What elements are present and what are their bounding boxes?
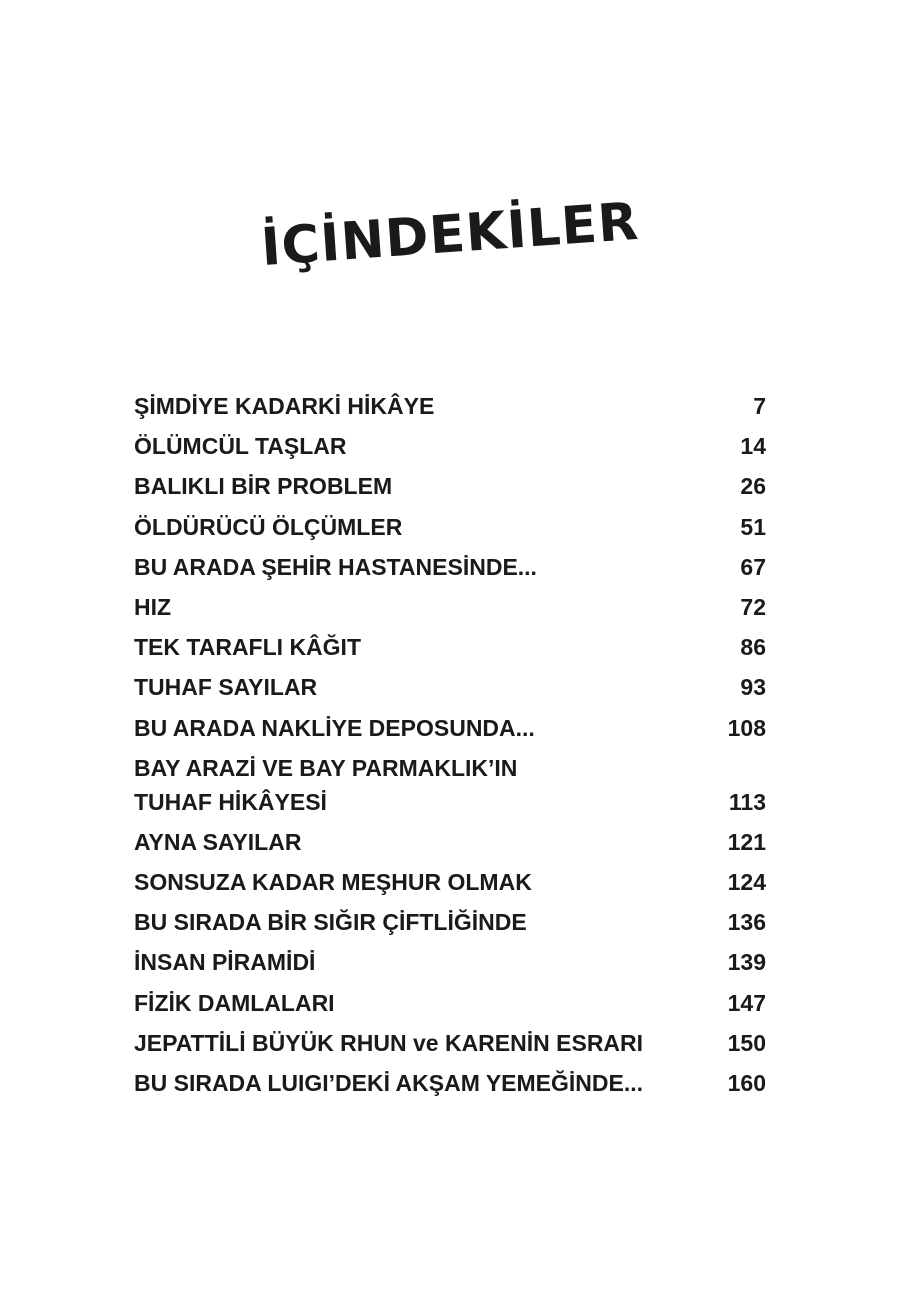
- toc-entry-page-number: 124: [727, 869, 766, 896]
- toc-entry-title: ŞİMDİYE KADARKİ HİKÂYE: [134, 393, 435, 419]
- toc-entry: [134, 825, 766, 859]
- table-of-contents: [134, 389, 766, 1106]
- toc-entry: [134, 751, 766, 819]
- toc-entry: [134, 986, 766, 1020]
- toc-entry: [134, 630, 766, 664]
- toc-entry-page-number: 113: [728, 788, 766, 815]
- toc-entry-title: BALIKLI BİR PROBLEM: [134, 473, 393, 500]
- toc-entry-title: AYNA SAYILAR: [134, 828, 302, 855]
- toc-entry-page-number: 136: [727, 909, 766, 936]
- toc-entry-page-number: 67: [740, 553, 766, 580]
- toc-entry-page-number: 72: [740, 593, 766, 620]
- toc-entry-title: BU ARADA NAKLİYE DEPOSUNDA...: [134, 714, 535, 741]
- toc-entry-page-number: 51: [740, 513, 766, 540]
- toc-entry: [134, 1066, 766, 1100]
- toc-entry-title: TEK TARAFLI KÂĞIT: [134, 634, 361, 661]
- toc-entry-page-number: 108: [727, 714, 766, 741]
- toc-entry-page-number: 7: [753, 393, 766, 419]
- toc-entry-title: SONSUZA KADAR MEŞHUR OLMAK: [134, 869, 532, 896]
- toc-entry-title: İNSAN PİRAMİDİ: [134, 949, 316, 976]
- toc-entry: [134, 510, 766, 544]
- toc-entry-page-number: 93: [740, 674, 766, 701]
- page-title: İÇİNDEKİLER: [259, 191, 641, 279]
- toc-entry: [134, 711, 766, 745]
- toc-entry: [134, 670, 766, 704]
- toc-entry-title: BAY ARAZİ VE BAY PARMAKLIK’IN TUHAF HİKÂYESİ: [134, 754, 518, 815]
- toc-entry: [134, 905, 766, 939]
- toc-entry-page-number: 160: [727, 1070, 766, 1096]
- toc-entry-page-number: 86: [740, 634, 766, 661]
- toc-entry-title: BU ARADA ŞEHİR HASTANESİNDE...: [134, 553, 537, 580]
- toc-entry-page-number: 121: [727, 828, 766, 855]
- toc-entry: [134, 429, 766, 463]
- toc-entry-title: ÖLDÜRÜCÜ ÖLÇÜMLER: [134, 513, 403, 540]
- toc-entry: [134, 550, 766, 584]
- toc-entry-page-number: 150: [727, 1029, 766, 1056]
- toc-entry-title: FİZİK DAMLALARI: [134, 989, 335, 1016]
- toc-entry: [134, 1026, 766, 1060]
- toc-entry: [134, 389, 766, 423]
- toc-entry: [134, 945, 766, 979]
- toc-entry: [134, 865, 766, 899]
- toc-entry-title: TUHAF SAYILAR: [134, 674, 318, 701]
- toc-entry: [134, 469, 766, 503]
- toc-entry: [134, 590, 766, 624]
- toc-entry-page-number: 139: [727, 949, 766, 976]
- toc-entry-title: BU SIRADA LUIGI’DEKİ AKŞAM YEMEĞİNDE...: [134, 1070, 644, 1096]
- toc-entry-page-number: 14: [740, 433, 766, 460]
- toc-entry-title: JEPATTİLİ BÜYÜK RHUN ve KARENİN ESRARI: [134, 1029, 644, 1056]
- toc-entry-title: ÖLÜMCÜL TAŞLAR: [134, 433, 347, 460]
- toc-entry-page-number: 26: [740, 473, 766, 500]
- toc-entry-title: BU SIRADA BİR SIĞIR ÇİFTLİĞİNDE: [134, 909, 527, 936]
- toc-entry-page-number: 147: [727, 989, 766, 1016]
- toc-entry-title: HIZ: [134, 593, 172, 620]
